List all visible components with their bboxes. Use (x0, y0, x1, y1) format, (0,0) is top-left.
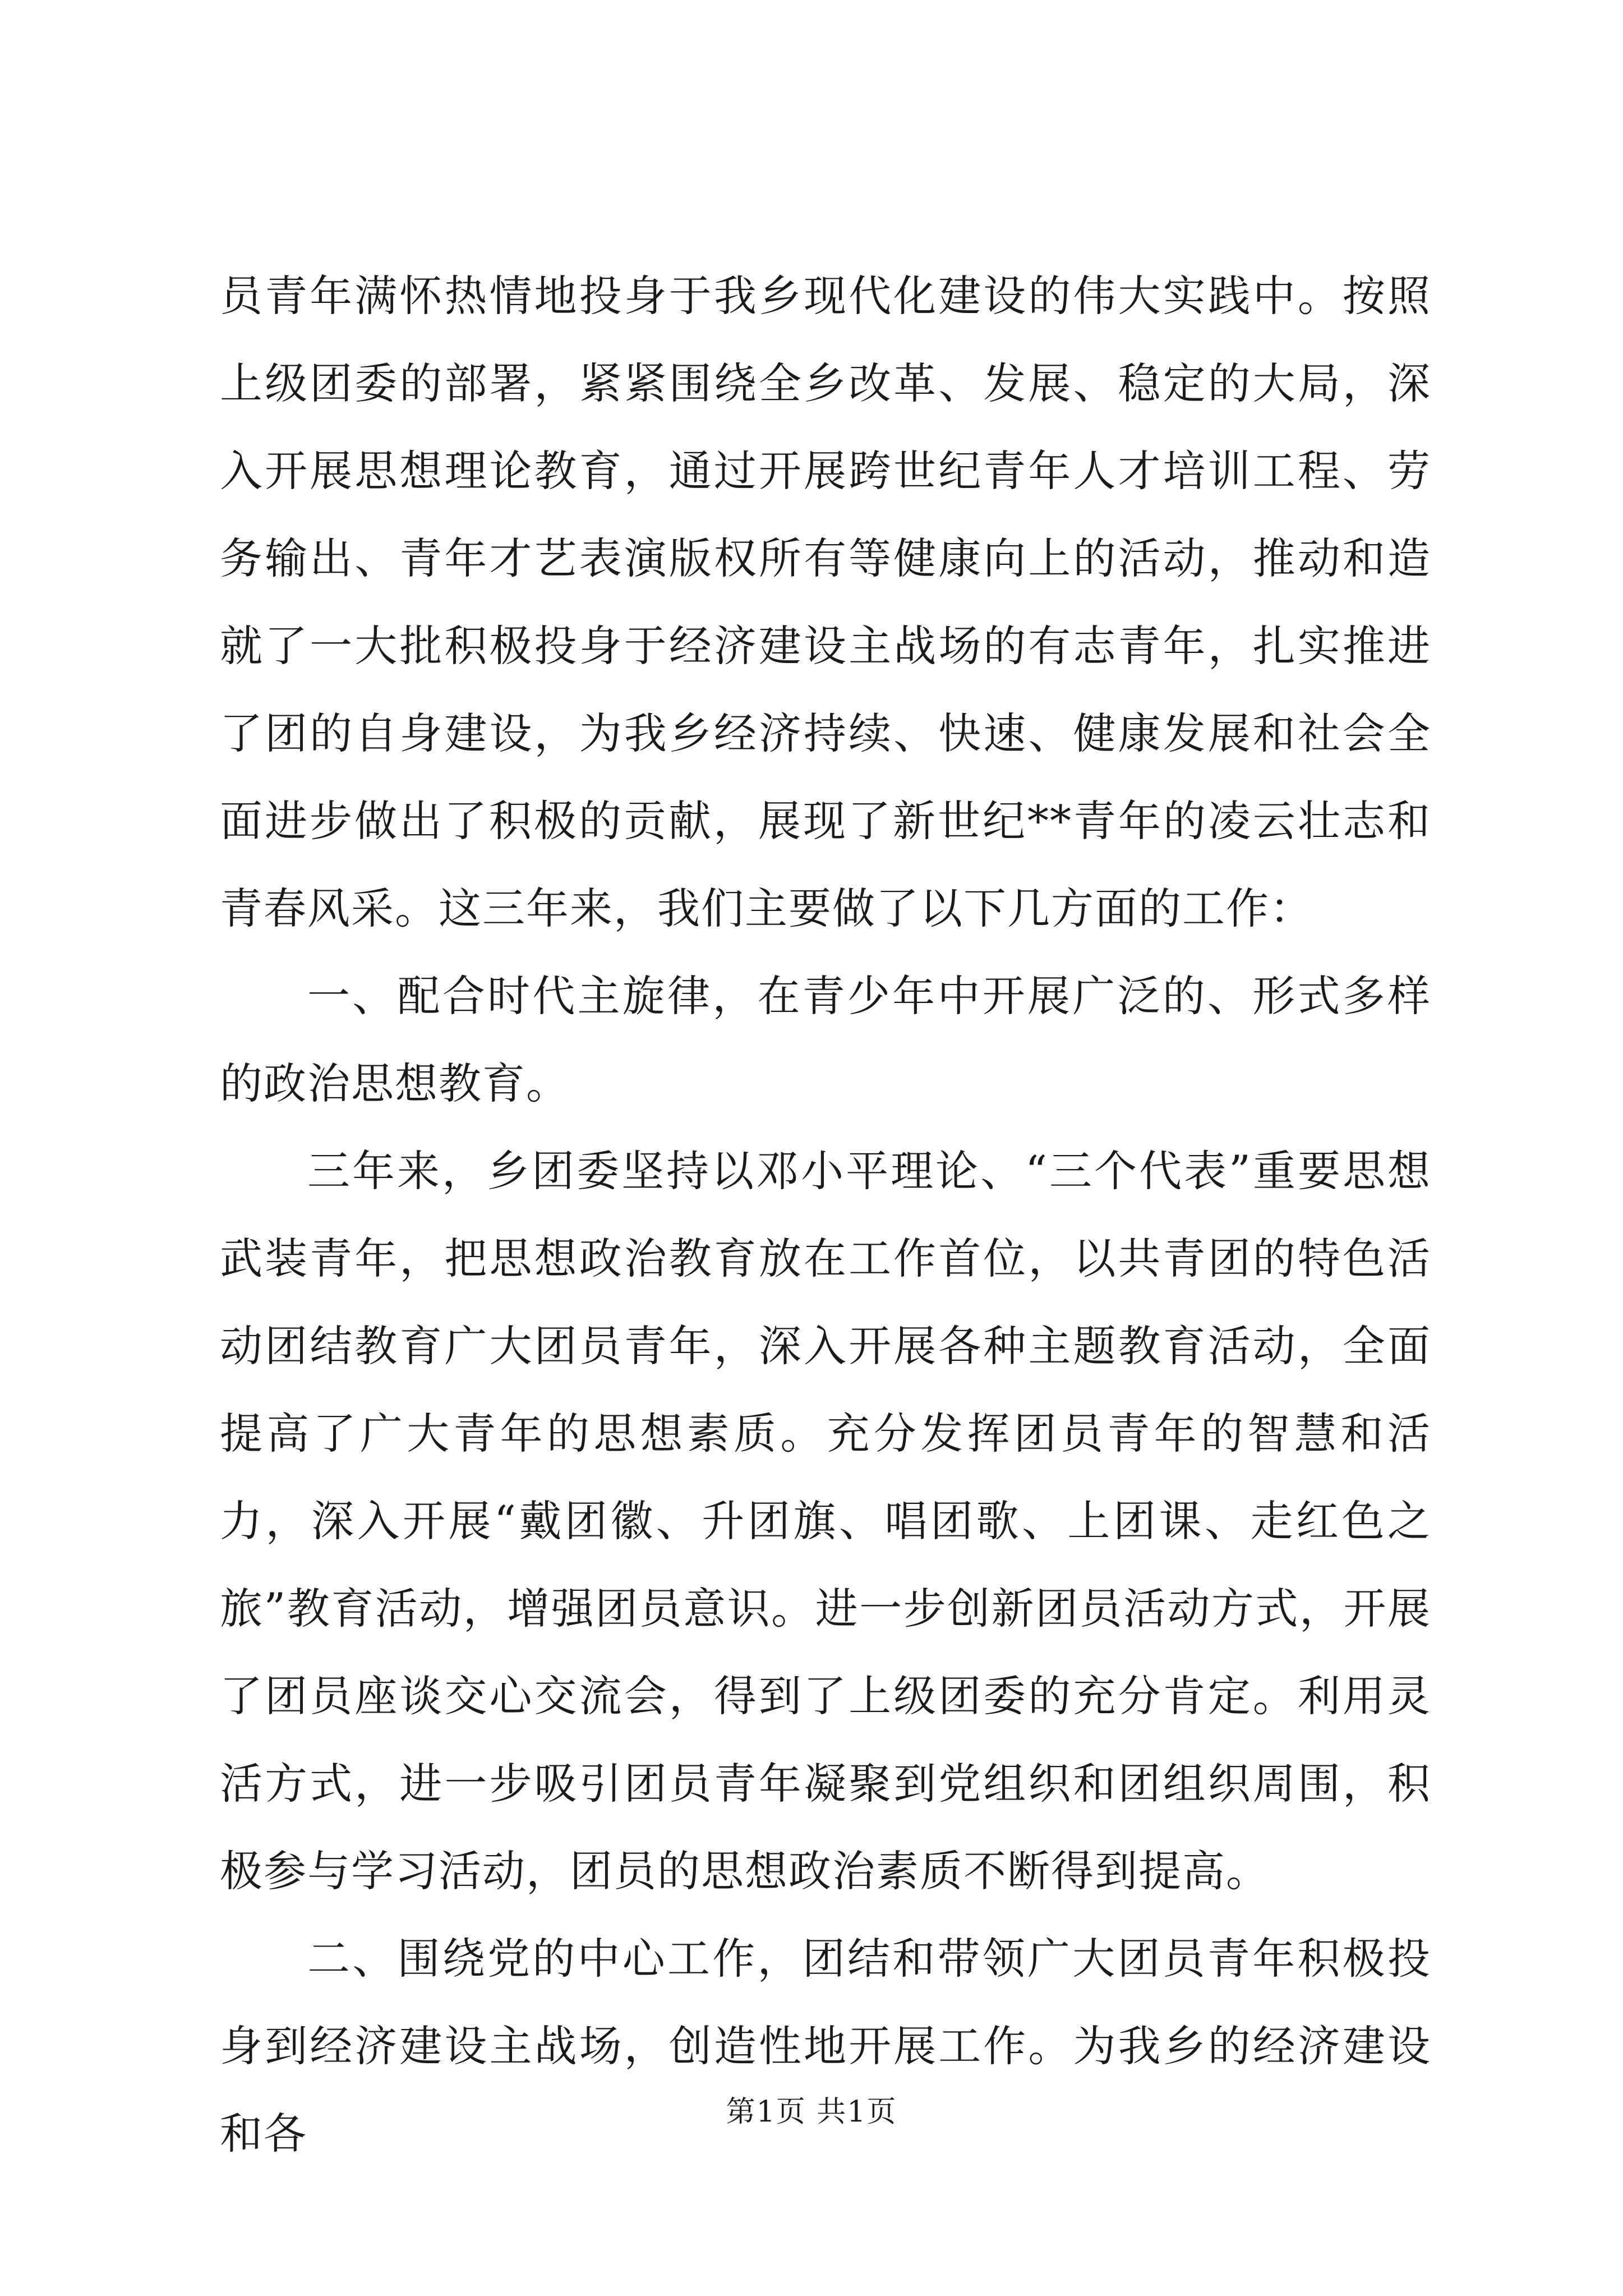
paragraph-body: 三年来，乡团委坚持以邓小平理论、“三个代表”重要思想武装青年，把思想政治教育放在工作首位，以共青团的特色活动团结教育广大团员青年，深入开展各种主题教育活动，全面提高了广大青年的思想素质。充分发挥团员青年的智慧和活力，深入开展“戴团徽、升团旗、唱团歌、上团课、走红色之旅”教育活动，增强团员意识。进一步创新团员活动方式，开展了团员座谈交心交流会，得到了上级团委的充分肯定。利用灵活方式，进一步吸引团员青年凝聚到党组织和团组织周围，积极参与学习活动，团员的思想政治素质不断得到提高。 (220, 1146, 1431, 1896)
document-body (220, 252, 1431, 2178)
paragraph-continuation: 员青年满怀热情地投身于我乡现代化建设的伟大实践中。按照上级团委的部署，紧紧围绕全乡改革、发展、稳定的大局，深入开展思想理论教育，通过开展跨世纪青年人才培训工程、劳务输出、青年才艺表演版权所有等健康向上的活动，推动和造就了一大批积极投身于经济建设主战场的有志青年，扎实推进了团的自身建设，为我乡经济持续、快速、健康发展和社会全面进步做出了积极的贡献，展现了新世纪**青年的凌云壮志和青春风采。这三年来，我们主要做了以下几方面的工作： (220, 271, 1431, 933)
section-heading-two: 二、围绕党的中心工作，团结和带领广大团员青年积极投身到经济建设主战场，创造性地开展工作。为我乡的经济建设和各 (220, 1934, 1431, 2159)
section-heading-one: 一、配合时代主旋律，在青少年中开展广泛的、形式多样的政治思想教育。 (220, 971, 1431, 1108)
page-footer: 第1页 共1页 (726, 2095, 897, 2129)
